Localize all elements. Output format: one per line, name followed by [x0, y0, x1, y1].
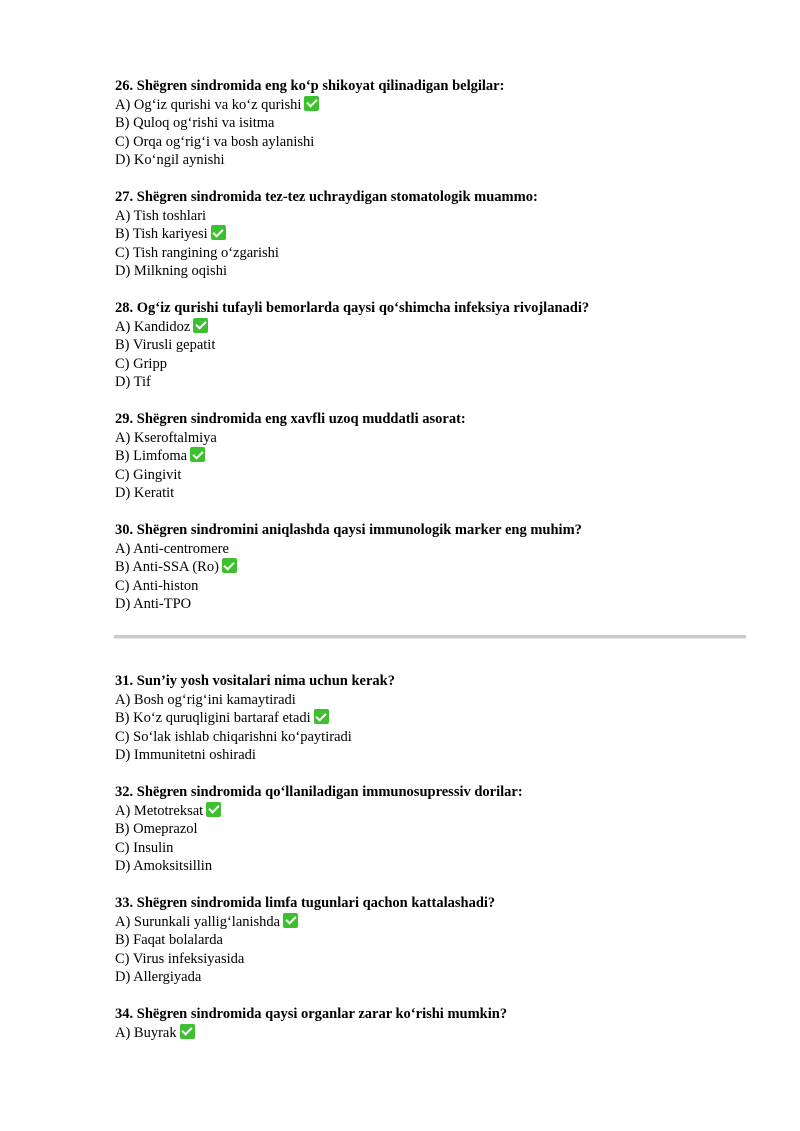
answer-option-text: C) Orqa og‘rig‘i va bosh aylanishi: [115, 133, 315, 150]
answer-option-text: D) Amoksitsillin: [115, 858, 213, 874]
answer-option-text: B) Faqat bolalarda: [115, 932, 223, 948]
answer-option-text: B) Quloq og‘rishi va isitma: [115, 115, 275, 131]
check-mark-icon: [193, 318, 208, 333]
answer-option: [115, 595, 755, 614]
answer-option: [115, 577, 755, 596]
check-mark-icon: [206, 802, 221, 817]
answer-option-text: B) Anti-SSA (Ro): [115, 559, 219, 575]
question-title: 31. Sun’iy yosh vositalari nima uchun kerak?: [115, 673, 395, 689]
answer-option-text: D) Immunitetni oshiradi: [115, 747, 256, 763]
answer-option-text: A) Bosh og‘rig‘ini kamaytiradi: [115, 691, 296, 708]
question: [115, 783, 755, 876]
answer-option: [115, 447, 755, 466]
answer-option: [115, 151, 755, 170]
answer-option: [115, 373, 755, 392]
question-title: 32. Shëgren sindromida qo‘llaniladigan immunosupressiv dorilar:: [115, 784, 523, 800]
answer-option: [115, 336, 755, 355]
answer-option-text: A) Anti-centromere: [115, 540, 229, 557]
question: [115, 299, 755, 392]
answer-option: [115, 558, 755, 577]
question-title: 27. Shëgren sindromida tez-tez uchraydigan stomatologik muammo:: [115, 189, 538, 205]
answer-option-text: A) Tish toshlari: [115, 207, 207, 224]
answer-option: [115, 262, 755, 281]
answer-option: [115, 540, 755, 559]
answer-option: [115, 931, 755, 950]
questions-block-b: [115, 672, 755, 1042]
answer-option-text: A) Kandidoz: [115, 318, 191, 335]
answer-option-text: C) Tish rangining o‘zgarishi: [115, 244, 279, 261]
answer-option-text: C) Insulin: [115, 839, 174, 856]
answer-option: [115, 857, 755, 876]
answer-option: [115, 746, 755, 765]
answer-option: [115, 691, 755, 710]
answer-option: [115, 318, 755, 337]
answer-option: [115, 728, 755, 747]
answer-option: [115, 484, 755, 503]
question-title: 26. Shëgren sindromida eng ko‘p shikoyat qilinadigan belgilar:: [115, 78, 505, 94]
document-page: [115, 77, 755, 1061]
answer-option-text: C) Gripp: [115, 355, 167, 372]
answer-option: [115, 429, 755, 448]
answer-option-text: D) Tif: [115, 374, 151, 390]
answer-option-text: D) Anti-TPO: [115, 596, 192, 612]
answer-option: [115, 802, 755, 821]
answer-option-text: C) Anti-histon: [115, 577, 199, 594]
answer-option-text: C) So‘lak ishlab chiqarishni ko‘paytiradi: [115, 728, 352, 745]
answer-option: [115, 207, 755, 226]
answer-option: [115, 114, 755, 133]
question: [115, 521, 755, 614]
answer-option-text: B) Ko‘z quruqligini bartaraf etadi: [115, 710, 311, 726]
answer-option: [115, 96, 755, 115]
answer-option-text: A) Kseroftalmiya: [115, 429, 217, 446]
answer-option: [115, 709, 755, 728]
answer-option: [115, 913, 755, 932]
answer-option: [115, 950, 755, 969]
answer-option: [115, 968, 755, 987]
answer-option: [115, 244, 755, 263]
answer-option-text: C) Virus infeksiyasida: [115, 950, 245, 967]
check-mark-icon: [190, 447, 205, 462]
question-title: 28. Og‘iz qurishi tufayli bemorlarda qaysi qo‘shimcha infeksiya rivojlanadi?: [115, 300, 590, 316]
question: [115, 188, 755, 281]
answer-option-text: B) Omeprazol: [115, 821, 198, 837]
check-mark-icon: [314, 709, 329, 724]
answer-option-text: A) Buyrak: [115, 1024, 177, 1041]
answer-option-text: A) Surunkali yallig‘lanishda: [115, 913, 281, 930]
question: [115, 77, 755, 170]
answer-option: [115, 1024, 755, 1043]
answer-option-text: D) Keratit: [115, 485, 175, 501]
answer-option: [115, 355, 755, 374]
answer-option-text: B) Virusli gepatit: [115, 337, 216, 353]
answer-option: [115, 225, 755, 244]
answer-option-text: B) Limfoma: [115, 448, 188, 464]
check-mark-icon: [222, 558, 237, 573]
answer-option-text: D) Milkning oqishi: [115, 263, 227, 279]
question-title: 33. Shëgren sindromida limfa tugunlari qachon kattalashadi?: [115, 895, 496, 911]
answer-option-text: D) Allergiyada: [115, 969, 202, 985]
question-title: 30. Shëgren sindromini aniqlashda qaysi immunologik marker eng muhim?: [115, 522, 582, 538]
check-mark-icon: [283, 913, 298, 928]
answer-option: [115, 839, 755, 858]
question-title: 29. Shëgren sindromida eng xavfli uzoq muddatli asorat:: [115, 411, 466, 427]
question: [115, 672, 755, 765]
check-mark-icon: [180, 1024, 195, 1039]
question: [115, 1005, 755, 1042]
question: [115, 894, 755, 987]
answer-option-text: B) Tish kariyesi: [115, 226, 208, 242]
answer-option-text: D) Ko‘ngil aynishi: [115, 152, 225, 168]
answer-option: [115, 820, 755, 839]
check-mark-icon: [211, 225, 226, 240]
questions-block-a: [115, 77, 755, 614]
answer-option-text: C) Gingivit: [115, 466, 182, 483]
check-mark-icon: [304, 96, 319, 111]
answer-option: [115, 466, 755, 485]
question: [115, 410, 755, 503]
answer-option-text: A) Og‘iz qurishi va ko‘z qurishi: [115, 96, 302, 113]
answer-option: [115, 133, 755, 152]
answer-option-text: A) Metotreksat: [115, 802, 204, 819]
question-title: 34. Shëgren sindromida qaysi organlar zarar ko‘rishi mumkin?: [115, 1006, 508, 1022]
